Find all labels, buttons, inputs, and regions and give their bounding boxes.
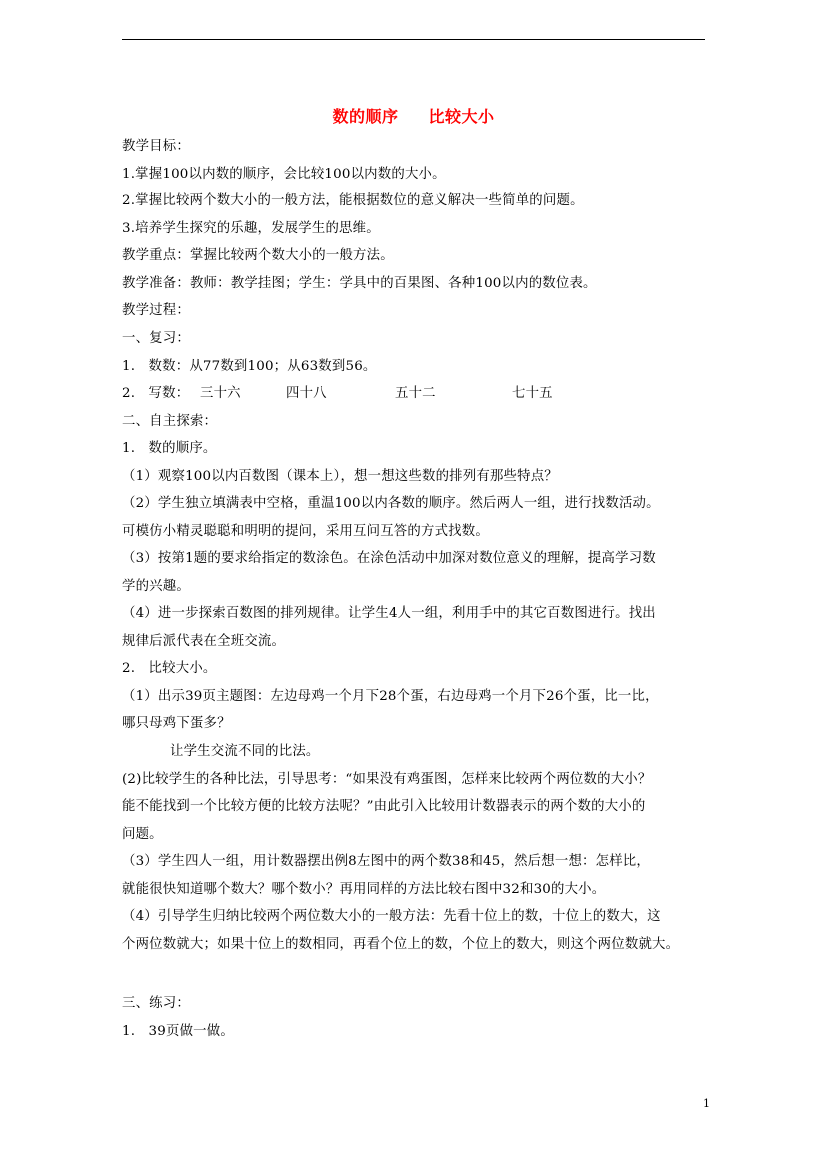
text-line: 二、自主探索： xyxy=(122,414,218,429)
text-line: （3）学生四人一组，用计数器摆出例8左图中的两个数38和45，然后想一想：怎样比， xyxy=(122,854,650,869)
indented-text-line: 让学生交流不同的比法。 xyxy=(170,744,320,759)
title-part-2: 比较大小 xyxy=(428,107,495,126)
text-line: 学的兴趣。 xyxy=(122,579,190,594)
text-line: 1.掌握100以内数的顺序，会比较100以内数的大小。 xyxy=(122,167,446,182)
write-numbers-row xyxy=(122,384,712,404)
text-line: 就能很快知道哪个数大？哪个数小？再用同样的方法比较右图中32和30的大小。 xyxy=(122,882,606,897)
write-item: 五十二 xyxy=(395,386,436,401)
text-line: 2.掌握比较两个数大小的一般方法，能根据数位的意义解决一些简单的问题。 xyxy=(122,193,584,208)
text-line: （1）出示39页主题图：左边母鸡一个月下28个蛋，右边母鸡一个月下26个蛋，比一比， xyxy=(122,689,659,704)
write-item: 四十八 xyxy=(286,386,327,401)
header-rule xyxy=(122,39,705,40)
page-number: 1 xyxy=(703,1097,710,1110)
text-line: 一、复习： xyxy=(122,331,190,346)
text-line: 教学重点：掌握比较两个数大小的一般方法。 xyxy=(122,248,394,263)
page-title xyxy=(0,104,827,127)
text-line: 1. 39页做一做。 xyxy=(122,1024,234,1039)
write-prefix: 2. 写数： xyxy=(122,386,190,401)
text-line: 能不能找到一个比较方便的比较方法呢？”由此引入比较用计数器表示的两个数的大小的 xyxy=(122,799,646,814)
text-line: 3.培养学生探究的乐趣，发展学生的思维。 xyxy=(122,221,380,236)
text-line: 个两位数就大；如果十位上的数相同，再看个位上的数，个位上的数大，则这个两位数就大。 xyxy=(122,937,680,952)
text-line: 教学目标： xyxy=(122,139,190,154)
text-line: 2. 比较大小。 xyxy=(122,661,217,676)
text-line: 三、练习： xyxy=(122,996,190,1011)
write-item: 三十六 xyxy=(200,386,241,401)
text-line: （4）引导学生归纳比较两个两位数大小的一般方法：先看十位上的数，十位上的数大，这 xyxy=(122,909,661,924)
text-line: 1. 数的顺序。 xyxy=(122,441,217,456)
text-line: （3）按第1题的要求给指定的数涂色。在涂色活动中加深对数位意义的理解，提高学习数 xyxy=(122,551,656,566)
text-line: 教学准备：教师：教学挂图；学生：学具中的百果图、各种100以内的数位表。 xyxy=(122,276,597,291)
text-line: 可模仿小精灵聪聪和明明的提问，采用互问互答的方式找数。 xyxy=(122,524,489,539)
text-line: 教学过程： xyxy=(122,303,190,318)
text-line: （1）观察100以内百数图（课本上），想一想这些数的排列有那些特点？ xyxy=(122,469,558,484)
text-line: 问题。 xyxy=(122,827,163,842)
text-line: （4）进一步探索百数图的排列规律。让学生4人一组，利用手中的其它百数图进行。找出 xyxy=(122,606,656,621)
text-line: 1. 数数：从77数到100；从63数到56。 xyxy=(122,359,377,374)
title-part-1: 数的顺序 xyxy=(332,107,399,126)
text-line: （2）学生独立填满表中空格，重温100以内各数的顺序。然后两人一组，进行找数活动。 xyxy=(122,496,660,511)
text-line: 哪只母鸡下蛋多？ xyxy=(122,716,231,731)
text-line: (2)比较学生的各种比法，引导思考：“如果没有鸡蛋图，怎样来比较两个两位数的大小？ xyxy=(122,772,652,787)
write-item: 七十五 xyxy=(512,386,553,401)
text-line: 规律后派代表在全班交流。 xyxy=(122,634,286,649)
